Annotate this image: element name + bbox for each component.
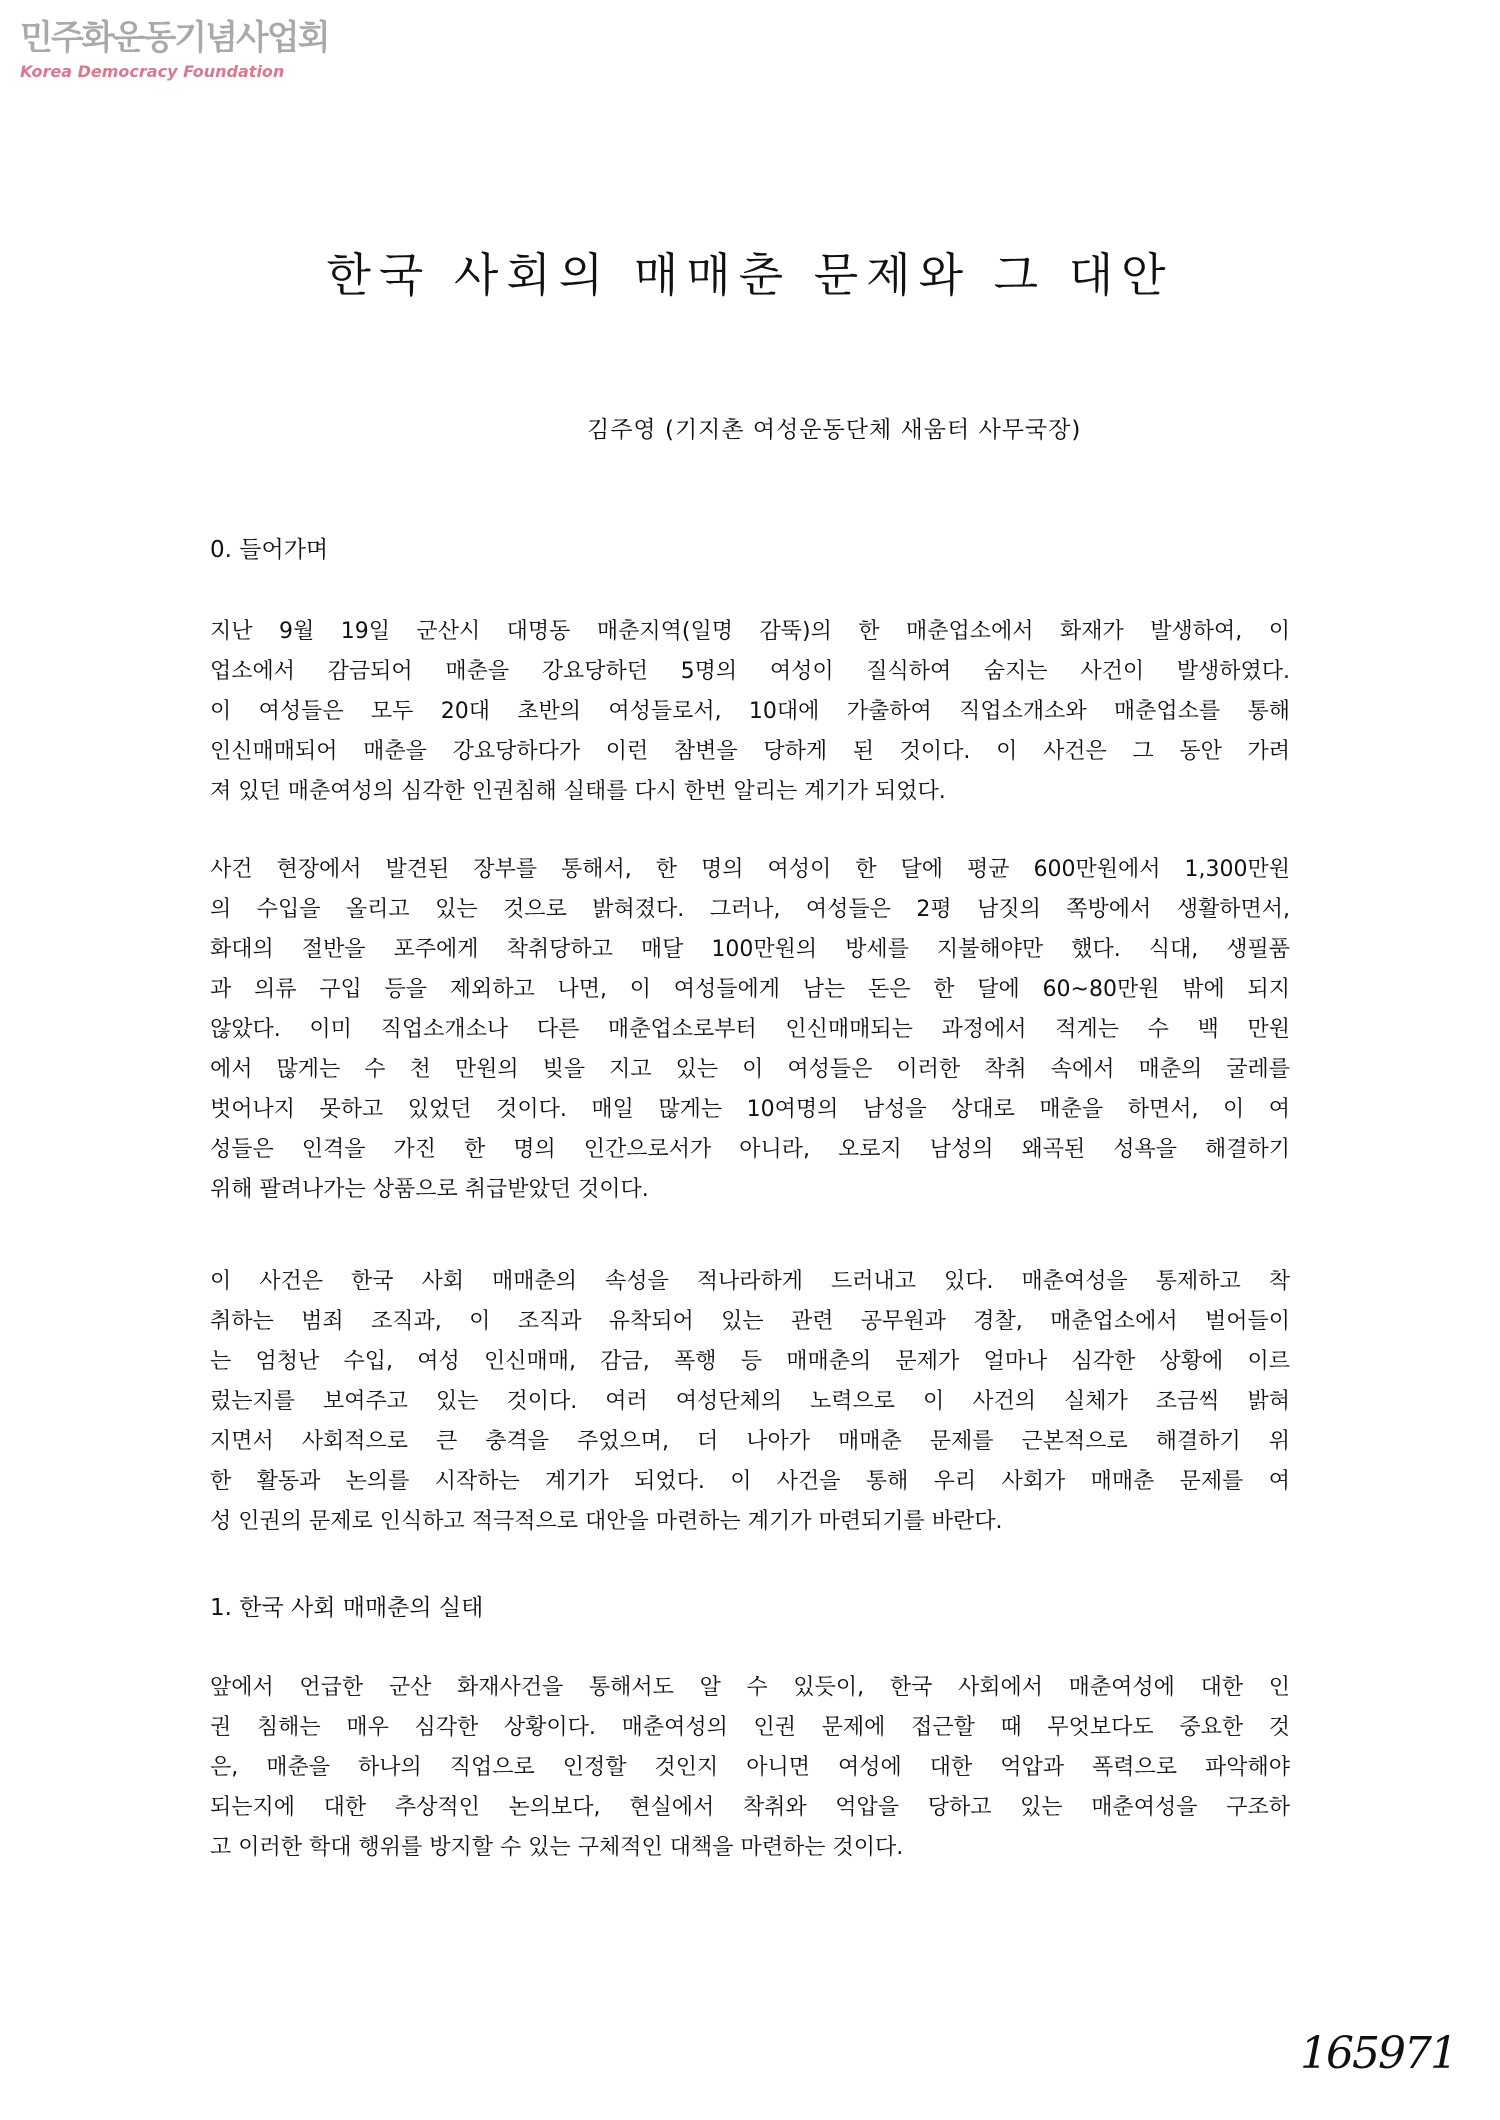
text-line: 않았다. 이미 직업소개소나 다른 매춘업소로부터 인신매매되는 과정에서 적게는 수 백 만원 bbox=[210, 1017, 1290, 1042]
paragraph bbox=[210, 850, 1290, 1210]
text-line: 이 사건은 한국 사회 매매춘의 속성을 적나라하게 드러내고 있다. 매춘여성을 통제하고 착 bbox=[210, 1269, 1290, 1294]
text-line: 앞에서 언급한 군산 화재사건을 통해서도 알 수 있듯이, 한국 사회에서 매춘여성에 대한 인 bbox=[210, 1675, 1290, 1700]
text-line: 벗어나지 못하고 있었던 것이다. 매일 많게는 10여명의 남성을 상대로 매춘을 하면서, 이 여 bbox=[210, 1097, 1290, 1122]
text-line: 고 이러한 학대 행위를 방지할 수 있는 구체적인 대책을 마련하는 것이다. bbox=[210, 1835, 904, 1860]
section-heading-reality: 1. 한국 사회 매매춘의 실태 bbox=[210, 1595, 484, 1621]
text-line: 한 활동과 논의를 시작하는 계기가 되었다. 이 사건을 통해 우리 사회가 매매춘 문제를 여 bbox=[210, 1469, 1290, 1494]
paragraph bbox=[210, 612, 1290, 812]
text-line: 인신매매되어 매춘을 강요당하다가 이런 참변을 당하게 된 것이다. 이 사건은 그 동안 가려 bbox=[210, 739, 1290, 764]
text-line: 권 침해는 매우 심각한 상황이다. 매춘여성의 인권 문제에 접근할 때 무엇보다도 중요한 것 bbox=[210, 1715, 1290, 1740]
text-line: 화대의 절반을 포주에게 착취당하고 매달 100만원의 방세를 지불해야만 했다. 식대, 생필품 bbox=[210, 937, 1290, 962]
handwritten-number: 165971 bbox=[1300, 2028, 1456, 2079]
text-line: 되는지에 대한 추상적인 논의보다, 현실에서 착취와 억압을 당하고 있는 매춘여성을 구조하 bbox=[210, 1795, 1290, 1820]
text-line: 취하는 범죄 조직과, 이 조직과 유착되어 있는 관련 공무원과 경찰, 매춘업소에서 벌어들이 bbox=[210, 1309, 1290, 1334]
logo bbox=[20, 18, 328, 82]
author-line: 김주영 (기지촌 여성운동단체 새움터 사무국장) bbox=[587, 417, 1082, 443]
text-line: 에서 많게는 수 천 만원의 빚을 지고 있는 이 여성들은 이러한 착취 속에서 매춘의 굴레를 bbox=[210, 1057, 1290, 1082]
text-line: 은, 매춘을 하나의 직업으로 인정할 것인지 아니면 여성에 대한 억압과 폭력으로 파악해야 bbox=[210, 1755, 1290, 1780]
text-line: 는 엄청난 수입, 여성 인신매매, 감금, 폭행 등 매매춘의 문제가 얼마나 심각한 상황에 이르 bbox=[210, 1349, 1290, 1374]
text-line: 져 있던 매춘여성의 심각한 인권침해 실태를 다시 한번 알리는 계기가 되었다. bbox=[210, 779, 946, 804]
text-line: 의 수입을 올리고 있는 것으로 밝혀졌다. 그러나, 여성들은 2평 남짓의 쪽방에서 생활하면서, bbox=[210, 897, 1290, 922]
paragraph bbox=[210, 1668, 1290, 1868]
text-line: 위해 팔려나가는 상품으로 취급받았던 것이다. bbox=[210, 1177, 649, 1202]
text-line: 지난 9월 19일 군산시 대명동 매춘지역(일명 감뚝)의 한 매춘업소에서 화재가 발생하여, 이 bbox=[210, 619, 1290, 644]
logo-english: Korea Democracy Foundation bbox=[20, 62, 285, 81]
text-line: 성들은 인격을 가진 한 명의 인간으로서가 아니라, 오로지 남성의 왜곡된 성욕을 해결하기 bbox=[210, 1137, 1290, 1162]
text-line: 지면서 사회적으로 큰 충격을 주었으며, 더 나아가 매매춘 문제를 근본적으로 해결하기 위 bbox=[210, 1429, 1290, 1454]
text-line: 성 인권의 문제로 인식하고 적극적으로 대안을 마련하는 계기가 마련되기를 바란다. bbox=[210, 1509, 1003, 1534]
logo-korean: 민주화운동기념사업회 bbox=[20, 18, 329, 58]
text-line: 업소에서 감금되어 매춘을 강요당하던 5명의 여성이 질식하여 숨지는 사건이 발생하였다. bbox=[210, 659, 1290, 684]
paragraph bbox=[210, 1262, 1290, 1542]
text-line: 이 여성들은 모두 20대 초반의 여성들로서, 10대에 가출하여 직업소개소와 매춘업소를 통해 bbox=[210, 699, 1290, 724]
text-line: 렀는지를 보여주고 있는 것이다. 여러 여성단체의 노력으로 이 사건의 실체가 조금씩 밝혀 bbox=[210, 1389, 1290, 1414]
document-title: 한국 사회의 매매춘 문제와 그 대안 bbox=[326, 248, 1174, 302]
text-line: 사건 현장에서 발견된 장부를 통해서, 한 명의 여성이 한 달에 평균 600만원에서 1,300만원 bbox=[210, 857, 1290, 882]
text-line: 과 의류 구입 등을 제외하고 나면, 이 여성들에게 남는 돈은 한 달에 60~80만원 밖에 되지 bbox=[210, 977, 1290, 1002]
section-heading-intro: 0. 들어가며 bbox=[210, 537, 329, 563]
